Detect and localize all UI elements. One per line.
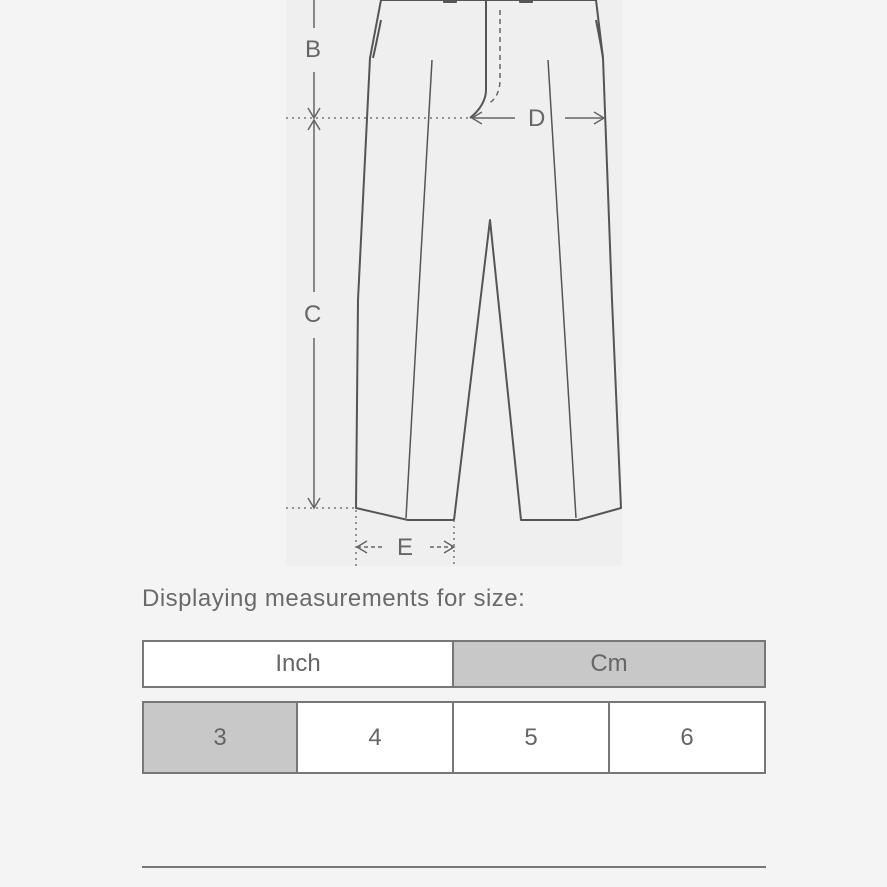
size-4-button[interactable]: [298, 701, 454, 774]
size-6-button[interactable]: [610, 701, 766, 774]
divider: [142, 866, 766, 868]
size-selector: [142, 701, 766, 774]
unit-inch-button[interactable]: [142, 640, 454, 688]
unit-inch-label: Inch: [275, 650, 321, 677]
unit-cm-label: Cm: [590, 650, 628, 677]
trouser-outline: [356, 0, 621, 520]
unit-toggle: [142, 640, 766, 688]
dimension-label-c: C: [304, 301, 322, 328]
dimension-label-d: D: [528, 105, 546, 132]
size-5-label: 5: [524, 723, 538, 751]
dimension-label-b: B: [305, 36, 322, 63]
size-5-button[interactable]: [454, 701, 610, 774]
size-3-label: 3: [213, 723, 227, 751]
unit-cm-button[interactable]: [454, 640, 766, 688]
size-6-label: 6: [680, 723, 694, 751]
size-3-button[interactable]: [142, 701, 298, 774]
size-4-label: 4: [368, 723, 382, 751]
dimension-label-e: E: [397, 534, 414, 561]
size-caption: Displaying measurements for size:: [142, 585, 526, 612]
